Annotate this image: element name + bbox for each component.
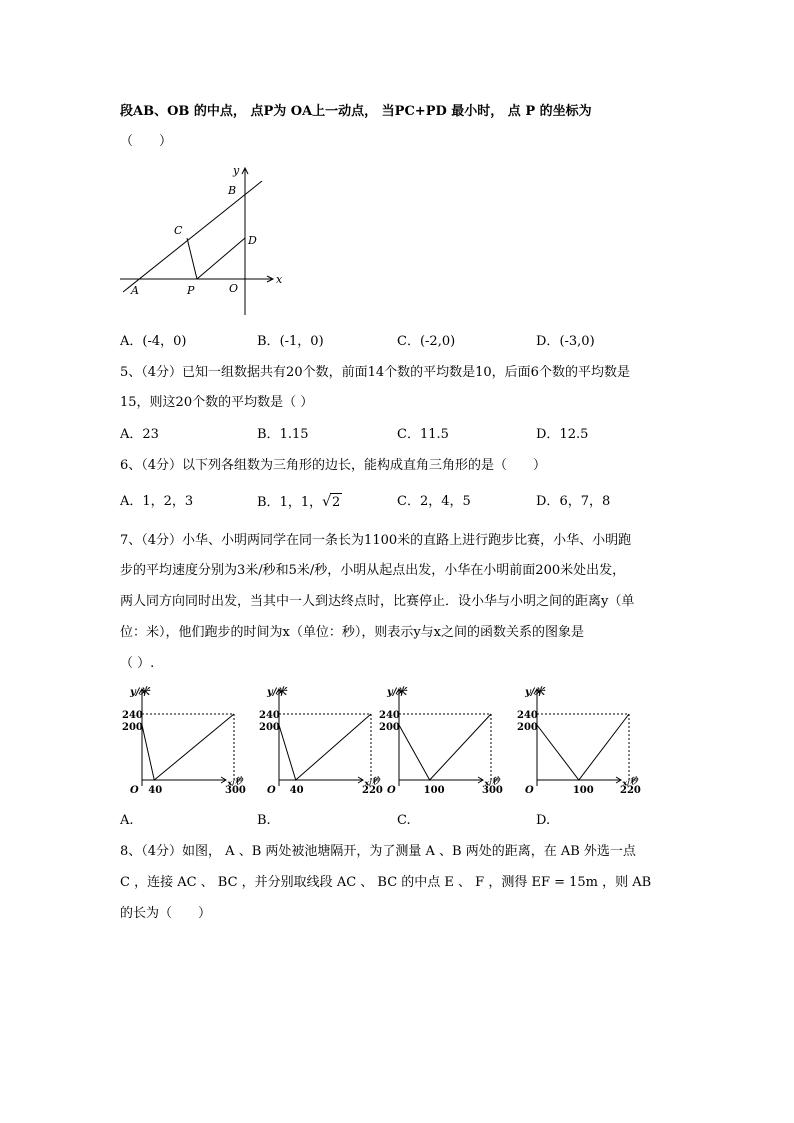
q7-graph-c <box>375 683 503 798</box>
q6-option-a: A．1，2，3 <box>120 494 194 509</box>
x-tick-2: 220 <box>620 785 641 796</box>
origin-label: O <box>130 785 139 796</box>
q6-option-b: B．1，1，√2 <box>257 494 341 510</box>
q5-option-b: B．1.15 <box>257 427 309 442</box>
y-tick-200: 200 <box>517 722 538 733</box>
q4-answer-paren: （ ） <box>120 134 173 149</box>
q5-line-2: 15，则这20个数的平均数是（ ） <box>120 395 314 410</box>
line-ab <box>123 181 262 292</box>
x-axis-label: x/秒 <box>621 774 639 788</box>
x-tick-1: 100 <box>572 785 594 796</box>
label-c: C <box>174 224 183 237</box>
y-tick-240: 240 <box>379 710 400 721</box>
q7-graph-b <box>255 683 383 798</box>
sqrt-radicand: 2 <box>332 495 341 510</box>
x-tick-2: 300 <box>225 785 246 796</box>
q4-option-c: C．(-2,0) <box>397 334 456 349</box>
x-tick-1: 100 <box>423 785 445 796</box>
q4-option-d: D．(-3,0) <box>536 334 595 349</box>
q7-line-2: 步的平均速度分别为3米/秒和5米/秒，小明从起点出发，小华在小明前面200米处出发， <box>120 563 626 578</box>
q7-line-3: 两人同方向同时出发，当其中一人到达终点时，比赛停止．设小华与小明之间的距离y（单 <box>120 594 635 609</box>
q7-line-4: 位：米），他们跑步的时间为x（单位：秒），则表示y与x之间的函数关系的图象是 <box>120 625 585 640</box>
label-p: P <box>187 284 195 297</box>
label-x: x <box>276 273 283 286</box>
y-tick-240: 240 <box>122 710 143 721</box>
function-line <box>399 714 491 780</box>
y-axis-label: y/米 <box>130 687 150 698</box>
q7-option-a: A. <box>120 813 134 828</box>
q5-option-a: A．23 <box>120 427 159 442</box>
function-line <box>279 714 371 780</box>
label-a: A <box>131 284 139 297</box>
label-b: B <box>228 184 237 197</box>
q4-option-a: A．(-4，0) <box>120 334 187 349</box>
q8-line-1: 8、（4分）如图， A 、B 两处被池塘隔开，为了测量 A 、B 两处的距离，在 AB 外选一点 <box>120 844 636 859</box>
y-axis-label: y/米 <box>387 687 407 698</box>
function-line <box>142 714 234 780</box>
q5-line-1: 5、（4分）已知一组数据共有20个数，前面14个数的平均数是10，后面6个数的平均数是 <box>120 365 630 380</box>
q7-option-b: B. <box>257 813 271 828</box>
q4-option-b: B．(-1，0) <box>257 334 324 349</box>
q5-option-d: D．12.5 <box>536 427 589 442</box>
x-axis-label: x/秒 <box>226 774 244 788</box>
y-axis-label: y/米 <box>267 687 287 698</box>
q6-line-1: 6、（4分）以下列各组数为三角形的边长，能构成直角三角形的是（ ） <box>120 458 547 473</box>
origin-label: O <box>525 785 534 796</box>
x-axis-label: x/秒 <box>363 774 381 788</box>
x-tick-2: 300 <box>482 785 503 796</box>
x-tick-1: 40 <box>148 785 163 796</box>
q7-line-5: （ ）. <box>120 656 155 671</box>
label-y: y <box>233 164 240 177</box>
x-tick-1: 40 <box>289 785 304 796</box>
x-axis-label: x/秒 <box>483 774 501 788</box>
segment-cp <box>187 238 197 279</box>
segment-pd <box>197 238 245 279</box>
y-tick-240: 240 <box>517 710 538 721</box>
label-d: D <box>248 234 257 247</box>
q4-stem-line: 段AB、OB 的中点， 点P为 OA上一动点， 当PC+PD 最小时， 点 P 的坐标为 <box>120 104 592 119</box>
q7-option-c: C. <box>397 813 411 828</box>
y-tick-200: 200 <box>379 722 400 733</box>
q5-option-c: C．11.5 <box>397 427 449 442</box>
label-o: O <box>229 282 239 295</box>
y-tick-200: 200 <box>122 722 143 733</box>
q7-option-d: D. <box>536 813 551 828</box>
q7-graph-d <box>513 683 641 798</box>
q6-option-c: C．2，4，5 <box>397 494 471 509</box>
origin-label: O <box>267 785 276 796</box>
q6-option-d: D．6，7，8 <box>536 494 611 509</box>
y-tick-200: 200 <box>259 722 280 733</box>
x-tick-2: 220 <box>362 785 383 796</box>
q7-graph-a <box>118 683 246 798</box>
q8-line-2: C ，连接 AC 、 BC ，并分别取线段 AC 、 BC 的中点 E 、 F ，测得 EF = 15m ，则 AB <box>120 875 652 890</box>
origin-label: O <box>387 785 396 796</box>
function-line <box>537 714 629 780</box>
q8-line-3: 的长为（ ） <box>120 906 212 921</box>
q7-line-1: 7、（4分）小华、小明两同学在同一条长为1100米的直路上进行跑步比赛，小华、小明跑 <box>120 533 632 548</box>
q4-figure <box>115 160 295 320</box>
y-axis-label: y/米 <box>525 687 545 698</box>
y-tick-240: 240 <box>259 710 280 721</box>
